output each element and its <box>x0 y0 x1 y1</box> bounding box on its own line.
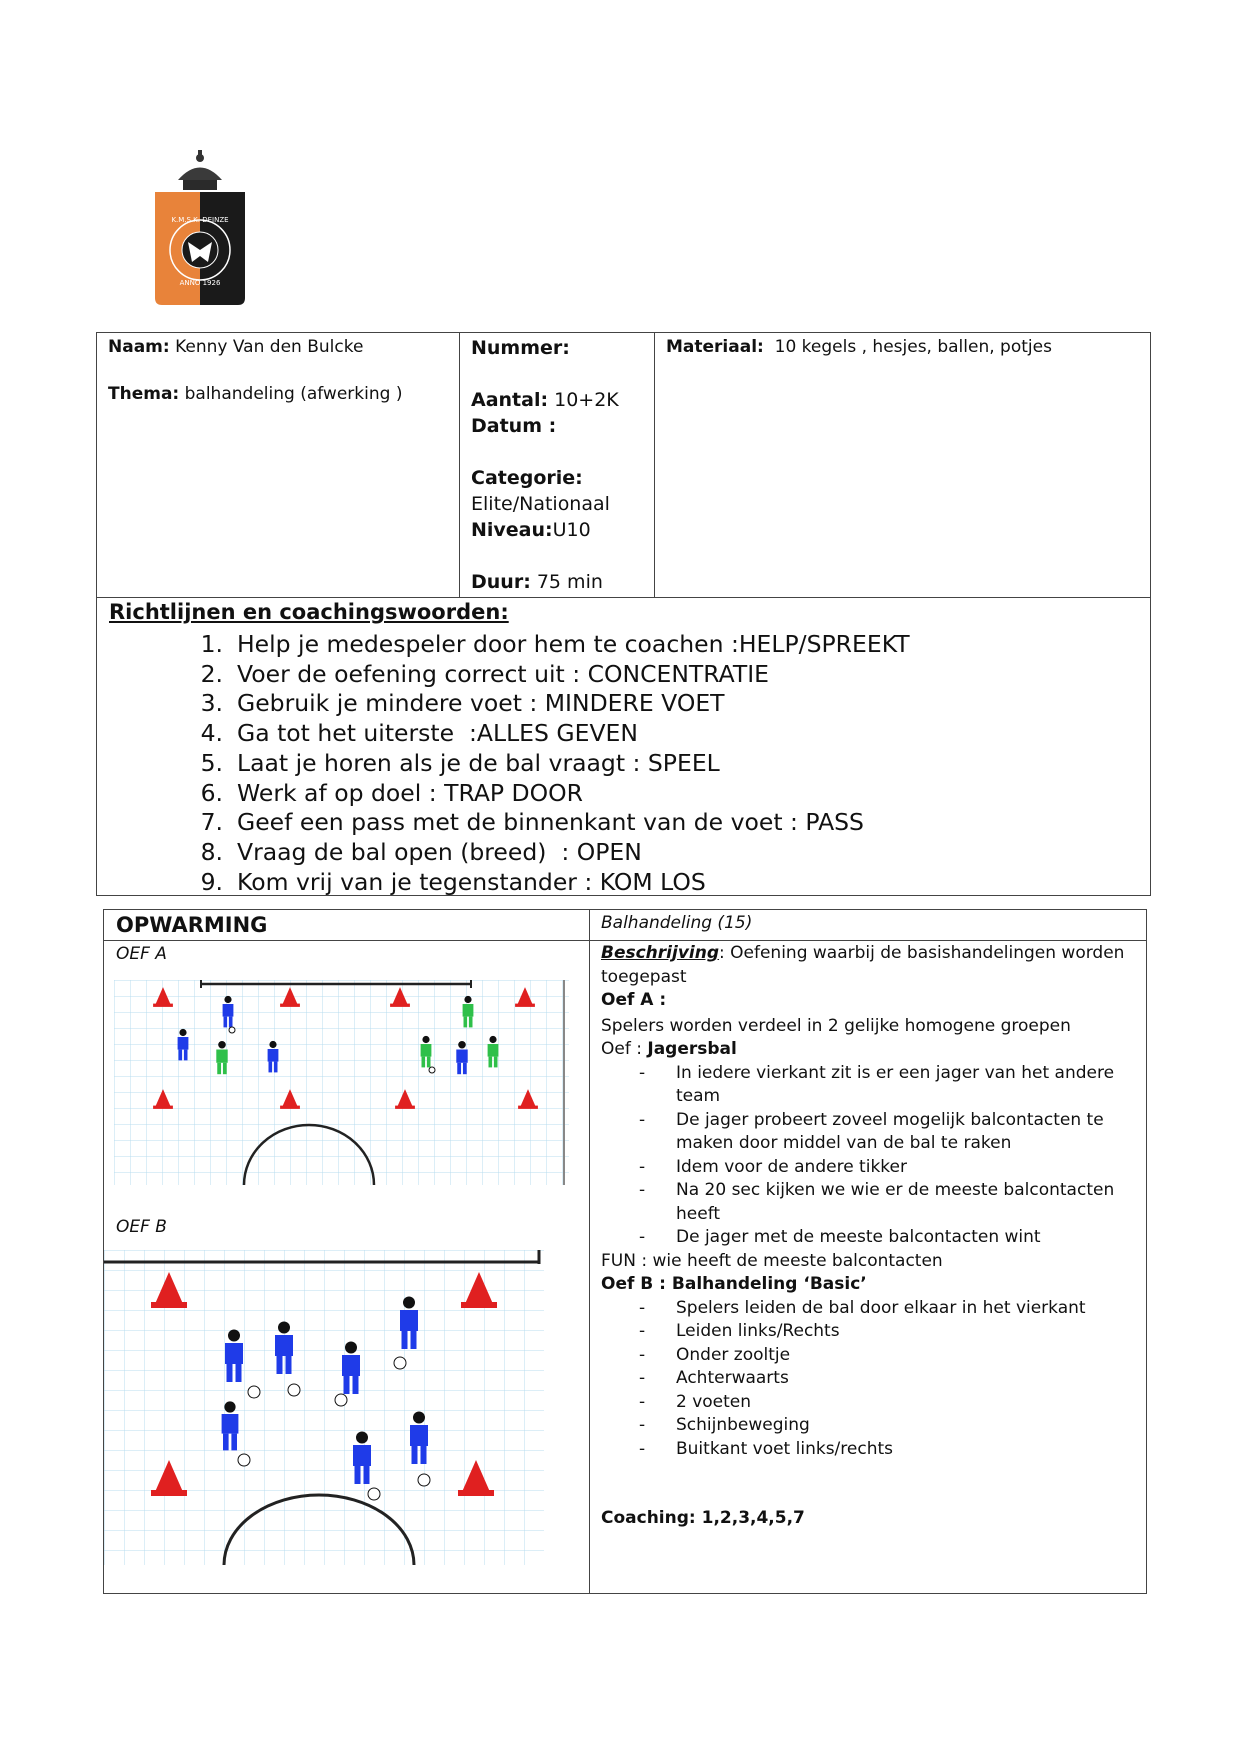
oef-b-diagram <box>104 1250 544 1565</box>
section-title: OPWARMING <box>116 913 268 937</box>
list-item: 1. Help je medespeler door hem te coachen :HELP/SPREEKT <box>200 630 910 658</box>
header-col-name <box>97 333 460 597</box>
list-item: - De jager probeert zoveel mogelijk balcontacten te maken door middel van de bal te raken <box>601 1109 1136 1156</box>
oef-a-game: Jagersbal <box>647 1039 737 1059</box>
oef-a-intro: Spelers worden verdeel in 2 gelijke homogene groepen <box>601 1015 1071 1036</box>
niveau-label: Niveau: <box>471 519 553 541</box>
list-item: 9. Kom vrij van je tegenstander : KOM LOS <box>200 867 706 896</box>
fun-line: FUN : wie heeft de meeste balcontacten <box>601 1250 943 1271</box>
club-logo <box>150 150 250 305</box>
section-subtitle: Balhandeling (15) <box>601 913 753 933</box>
list-item: - Achterwaarts <box>601 1367 1136 1391</box>
header-col-details <box>460 333 655 597</box>
list-item: - Spelers leiden de bal door elkaar in het vierkant <box>601 1297 1136 1321</box>
guidelines-title: Richtlijnen en coachingswoorden: <box>109 600 509 624</box>
list-item: 2. Voer de oefening correct uit : CONCENTRATIE <box>200 659 770 688</box>
guidelines-section <box>96 598 1151 896</box>
naam-label: Naam: <box>108 337 170 357</box>
oef-b-list <box>601 1297 1136 1462</box>
oef-a-title: Oef A : <box>601 990 667 1010</box>
list-item: - Na 20 sec kijken we wie er de meeste balcontacten heeft <box>601 1179 1136 1226</box>
categorie-value: Elite/Nationaal <box>471 493 610 515</box>
duur-label: Duur: <box>471 571 531 593</box>
naam-value: Kenny Van den Bulcke <box>175 337 364 357</box>
svg-text:ANNO 1926: ANNO 1926 <box>179 279 221 287</box>
duur-value: 75 min <box>536 571 603 593</box>
materiaal-label: Materiaal: <box>666 337 764 357</box>
oef-b-title: Oef B : Balhandeling ‘Basic’ <box>601 1274 867 1294</box>
header-col-materiaal <box>655 333 1150 597</box>
list-item: - 2 voeten <box>601 1391 1136 1415</box>
list-item: 4. Ga tot het uiterste :ALLES GEVEN <box>200 719 638 748</box>
coaching-line: Coaching: 1,2,3,4,5,7 <box>601 1508 805 1528</box>
list-item: - Onder zooltje <box>601 1344 1136 1368</box>
thema-value: balhandeling (afwerking ) <box>184 384 403 404</box>
list-item: 5. Laat je horen als je de bal vraagt : SPEEL <box>200 748 720 777</box>
list-item: - Idem voor de andere tikker <box>601 1156 1136 1180</box>
list-item: 7. Geef een pass met de binnenkant van de voet : PASS <box>200 808 864 837</box>
oef-a-list <box>601 1062 1136 1250</box>
list-item: - De jager met de meeste balcontacten wint <box>601 1226 1136 1250</box>
list-item: - In iedere vierkant zit is er een jager van het andere team <box>601 1062 1136 1109</box>
thema-label: Thema: <box>108 384 180 404</box>
oef-b-label: OEF B <box>116 1217 167 1237</box>
exercise-table <box>103 909 1147 1594</box>
aantal-label: Aantal: <box>471 389 549 411</box>
list-item: 6. Werk af op doel : TRAP DOOR <box>200 778 583 807</box>
list-item: - Schijnbeweging <box>601 1414 1136 1438</box>
niveau-value: U10 <box>552 519 591 541</box>
list-item: - Buitkant voet links/rechts <box>601 1438 1136 1462</box>
aantal-value: 10+2K <box>554 389 619 411</box>
list-item: 3. Gebruik je mindere voet : MINDERE VOET <box>200 689 725 718</box>
materiaal-value: 10 kegels , hesjes, ballen, potjes <box>774 337 1052 357</box>
datum-label: Datum : <box>471 415 557 437</box>
oef-a-label: OEF A <box>116 944 167 964</box>
guidelines-list <box>200 630 962 897</box>
exercise-description: Beschrijving: Oefening waarbij de basishandelingen worden toegepast Oef A : Spelers worden verdeel in 2 gelijke homogene groepen Oef : Jagersbal - In iedere vierkant zit is er een jager van het andere team - De jager probeert zoveel mogelijk balcontacten te maken door middel van de bal te raken - Idem voor de andere tikker - Na 20 sec kijken we wie er de meeste balcontacten heeft - De jager met de meeste balcontacten wint FUN : wie heeft de meeste balcontacten Oef B : Balhandeling ‘Basic’ - Spelers leiden de bal door elkaar in het vierkant - Leiden links/Rechts - Onder zooltje - Achterwaarts - 2 voeten - Schijnbeweging - Buitkant voet links/rechts Coaching: 1,2,3,4,5,7 <box>601 942 1136 1531</box>
crown-icon <box>178 150 222 190</box>
oef-a-diagram <box>114 980 569 1185</box>
nummer-label: Nummer: <box>471 337 570 359</box>
list-item: 8. Vraag de bal open (breed) : OPEN <box>200 837 642 866</box>
categorie-label: Categorie: <box>471 467 583 489</box>
beschrijving-text: : Oefening waarbij de basishandelingen worden toegepast <box>601 943 1125 987</box>
header-table <box>96 332 1151 598</box>
beschrijving-label: Beschrijving <box>601 943 720 963</box>
svg-text:K.M.S.K. DEINZE: K.M.S.K. DEINZE <box>171 216 229 224</box>
list-item: - Leiden links/Rechts <box>601 1320 1136 1344</box>
